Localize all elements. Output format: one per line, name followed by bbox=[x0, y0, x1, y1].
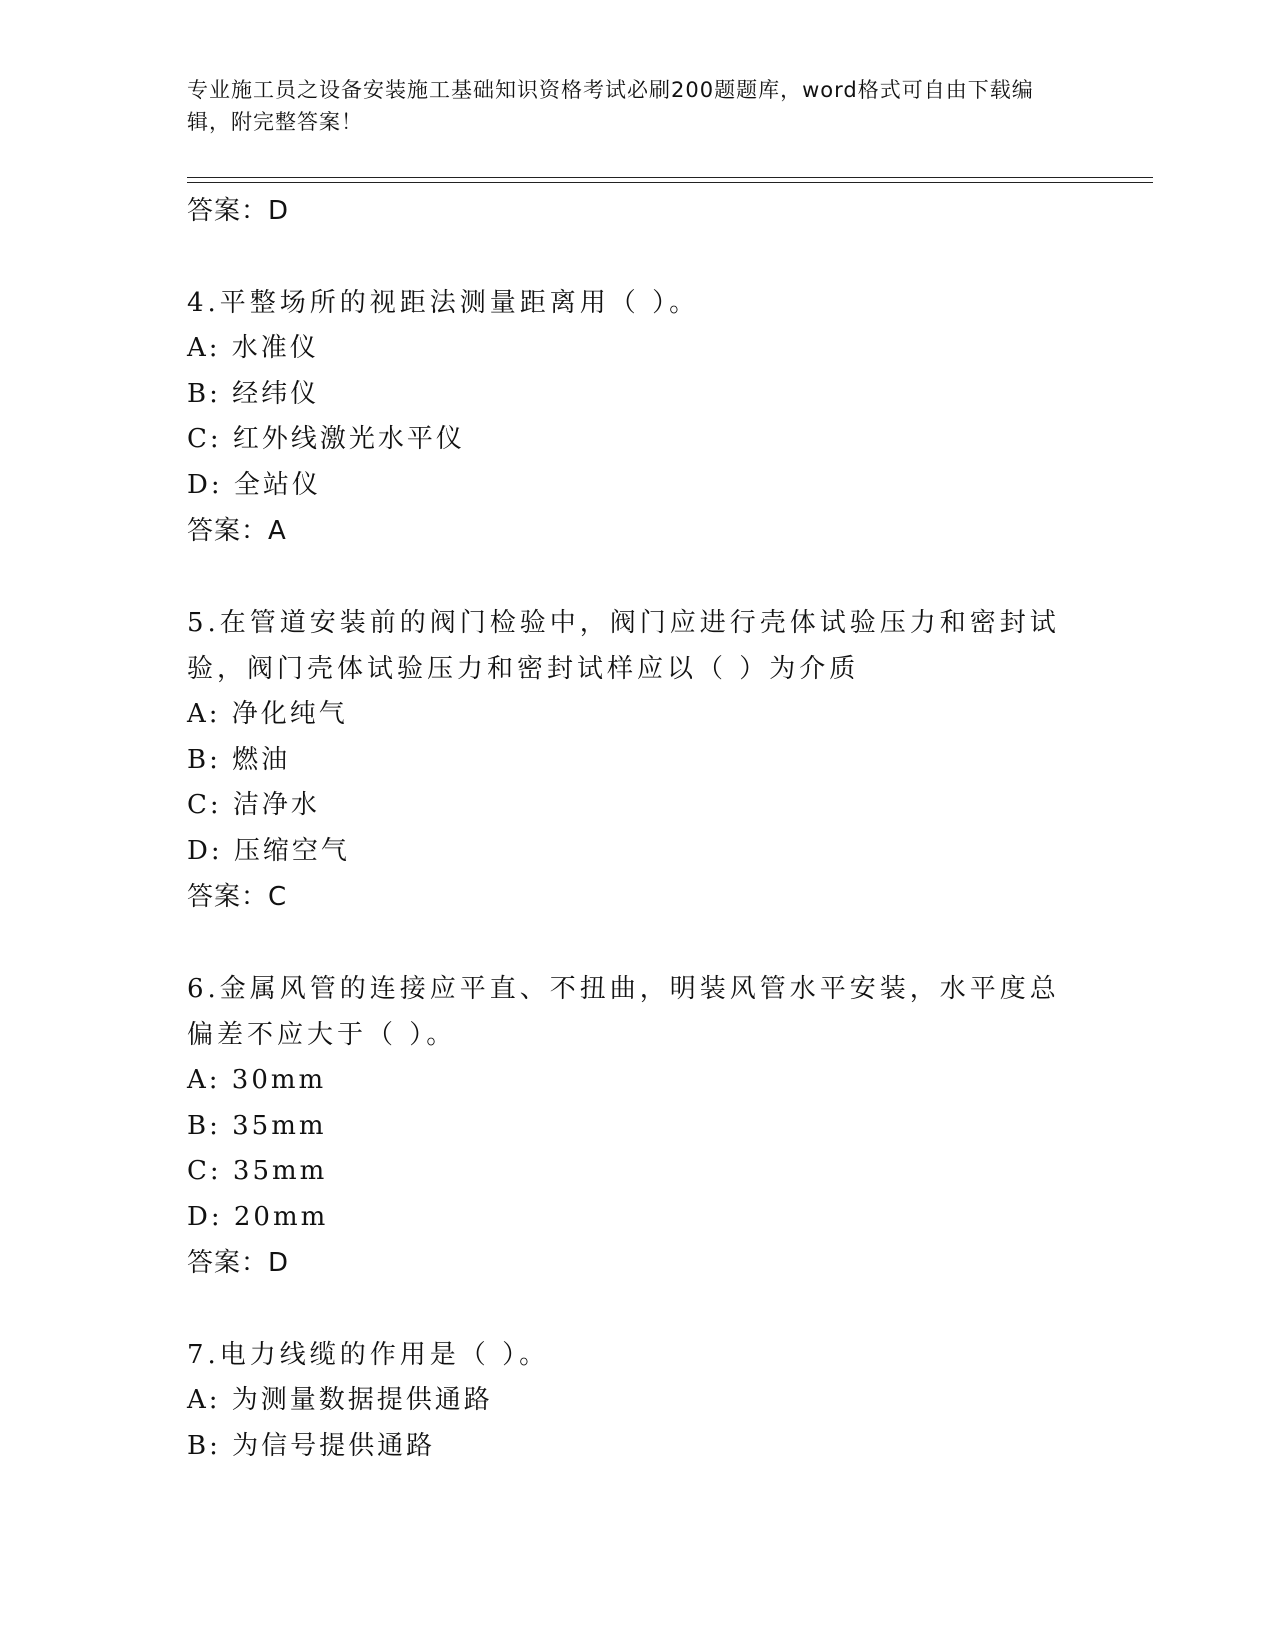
option-b: B: 燃油 bbox=[187, 744, 291, 775]
answer-line: 答案：D bbox=[187, 196, 290, 226]
option-a: A: 30mm bbox=[187, 1065, 327, 1095]
answer-line: 答案：D bbox=[187, 1248, 290, 1278]
question-text: 4.平整场所的视距法测量距离用（ ）。 bbox=[187, 288, 700, 318]
question-item bbox=[187, 280, 1087, 554]
option-d: D: 全站仪 bbox=[187, 469, 321, 500]
option-b: B: 为信号提供通路 bbox=[187, 1430, 436, 1461]
option-c: C: 红外线激光水平仪 bbox=[187, 424, 465, 454]
option-c: C: 35mm bbox=[187, 1156, 328, 1186]
answer-line: 答案：C bbox=[187, 882, 288, 912]
question-item bbox=[187, 1332, 1087, 1469]
option-b: B: 经纬仪 bbox=[187, 378, 320, 409]
option-a: A: 净化纯气 bbox=[187, 699, 348, 729]
document-header: 专业施工员之设备安装施工基础知识资格考试必刷200题题库，word格式可自由下载编辑，附完整答案！ bbox=[187, 78, 1034, 134]
question-text: 7.电力线缆的作用是（ ）。 bbox=[187, 1340, 550, 1370]
option-b: B: 35mm bbox=[187, 1110, 327, 1141]
option-d: D: 20mm bbox=[187, 1201, 329, 1232]
question-item bbox=[187, 966, 1087, 1286]
header-divider-bottom bbox=[187, 182, 1153, 183]
question-list bbox=[187, 188, 1087, 1469]
header-divider-top bbox=[187, 177, 1153, 178]
question-text: 6.金属风管的连接应平直、不扭曲，明装风管水平安装，水平度总偏差不应大于（ ）。 bbox=[187, 974, 1060, 1050]
option-c: C: 洁净水 bbox=[187, 790, 320, 820]
question-text: 5.在管道安装前的阀门检验中，阀门应进行壳体试验压力和密封试验，阀门壳体试验压力和密封试样应以（ ）为介质 bbox=[187, 608, 1060, 684]
option-a: A: 为测量数据提供通路 bbox=[187, 1385, 493, 1415]
question-item bbox=[187, 600, 1087, 920]
answer-line: 答案：A bbox=[187, 516, 287, 546]
option-a: A: 水准仪 bbox=[187, 333, 319, 363]
option-d: D: 压缩空气 bbox=[187, 835, 350, 866]
